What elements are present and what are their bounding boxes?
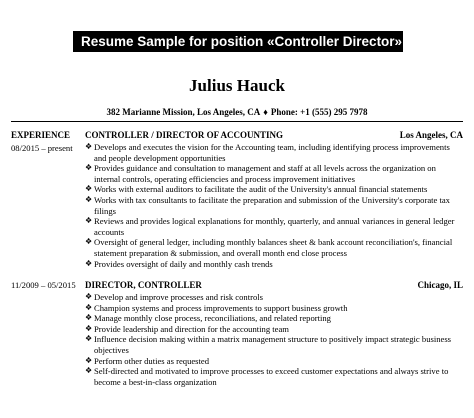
job-bullet [85, 142, 455, 163]
job-bullet [85, 259, 455, 270]
job-title: CONTROLLER / DIRECTOR OF ACCOUNTING [85, 130, 284, 140]
job-location: Los Angeles, CA [399, 130, 463, 140]
job-dates: 08/2015 – present [11, 143, 73, 153]
job-bullet [85, 313, 455, 324]
job-bullet-list [85, 142, 455, 269]
bullet-icon: ❖ [85, 313, 93, 323]
job-bullet-text: Perform other duties as requested [94, 355, 210, 366]
job-bullet [85, 334, 455, 355]
section-label-experience: EXPERIENCE [11, 130, 71, 140]
job-bullet [85, 303, 455, 314]
bullet-icon: ❖ [85, 258, 93, 268]
job-bullet-text: Provides guidance and consultation to management and staff at all levels across the organization on internal controls, operating efficiencies and process improvement initiatives [94, 163, 436, 184]
bullet-icon: ❖ [85, 142, 93, 151]
bullet-icon: ❖ [85, 355, 93, 365]
job-bullet-text: Provide leadership and direction for the accounting team [94, 323, 289, 334]
job-bullet [85, 184, 455, 195]
header-divider [11, 121, 463, 122]
bullet-icon: ❖ [85, 334, 93, 344]
bullet-icon: ❖ [85, 292, 93, 301]
contact-address: 382 Marianne Mission, Los Angeles, CA [106, 107, 261, 117]
job-bullet-list [85, 292, 455, 387]
job-bullet-text: Champion systems and process improvements to support business growth [94, 302, 348, 313]
job-bullet-text: Works with tax consultants to facilitate the preparation and submission of the University's corporate tax filings [94, 194, 450, 216]
job-bullet [85, 163, 455, 184]
job-bullet [85, 195, 455, 216]
job-bullet [85, 356, 455, 367]
bullet-icon: ❖ [85, 323, 93, 333]
contact-separator: ♦ [263, 107, 268, 117]
job-bullet-text: Influence decision making within a matrix management structure to positively impact strategic business objectives [94, 334, 452, 355]
job-bullet-text: Works with external auditors to facilitate the audit of the University's annual financial statements [94, 184, 428, 195]
job-bullet-text: Manage monthly close process, reconciliations, and related reporting [94, 313, 331, 324]
job-bullet [85, 324, 455, 335]
job-bullet-text: Oversight of general ledger, including monthly balances sheet & bank account reconciliation's, financial statement preparation & submission, and overall month end close process [94, 237, 453, 258]
bullet-icon: ❖ [85, 194, 93, 204]
job-bullet [85, 237, 455, 258]
job-location: Chicago, IL [417, 280, 463, 290]
bullet-icon: ❖ [85, 163, 93, 173]
bullet-icon: ❖ [85, 302, 93, 312]
candidate-name: Julius Hauck [189, 76, 285, 95]
bullet-icon: ❖ [85, 184, 93, 194]
job-bullet-text: Develops and executes the vision for the Accounting team, including identifying process improvements and people development opportunities [94, 142, 450, 163]
banner-title: Resume Sample for position «Controller Director» [81, 34, 403, 49]
job-dates: 11/2009 – 05/2015 [11, 280, 76, 290]
job-bullet [85, 366, 455, 387]
job-bullet-text: Self-directed and motivated to improve processes to exceed customer expectations and always strive to become a best-in-class organization [94, 366, 449, 387]
job-bullet-text: Reviews and provides logical explanations for monthly, quarterly, and annual variances in general ledger accounts [94, 216, 455, 237]
bullet-icon: ❖ [85, 237, 93, 247]
job-title: DIRECTOR, CONTROLLER [85, 280, 202, 290]
job-bullet [85, 292, 455, 303]
resume-banner [73, 31, 403, 52]
contact-line [0, 106, 474, 118]
job-bullet [85, 216, 455, 237]
job-bullet-text: Develop and improve processes and risk controls [94, 292, 263, 302]
bullet-icon: ❖ [85, 366, 93, 376]
contact-phone: Phone: +1 (555) 295 7978 [270, 107, 368, 117]
bullet-icon: ❖ [85, 216, 93, 226]
job-bullet-text: Provides oversight of daily and monthly cash trends [94, 258, 273, 269]
